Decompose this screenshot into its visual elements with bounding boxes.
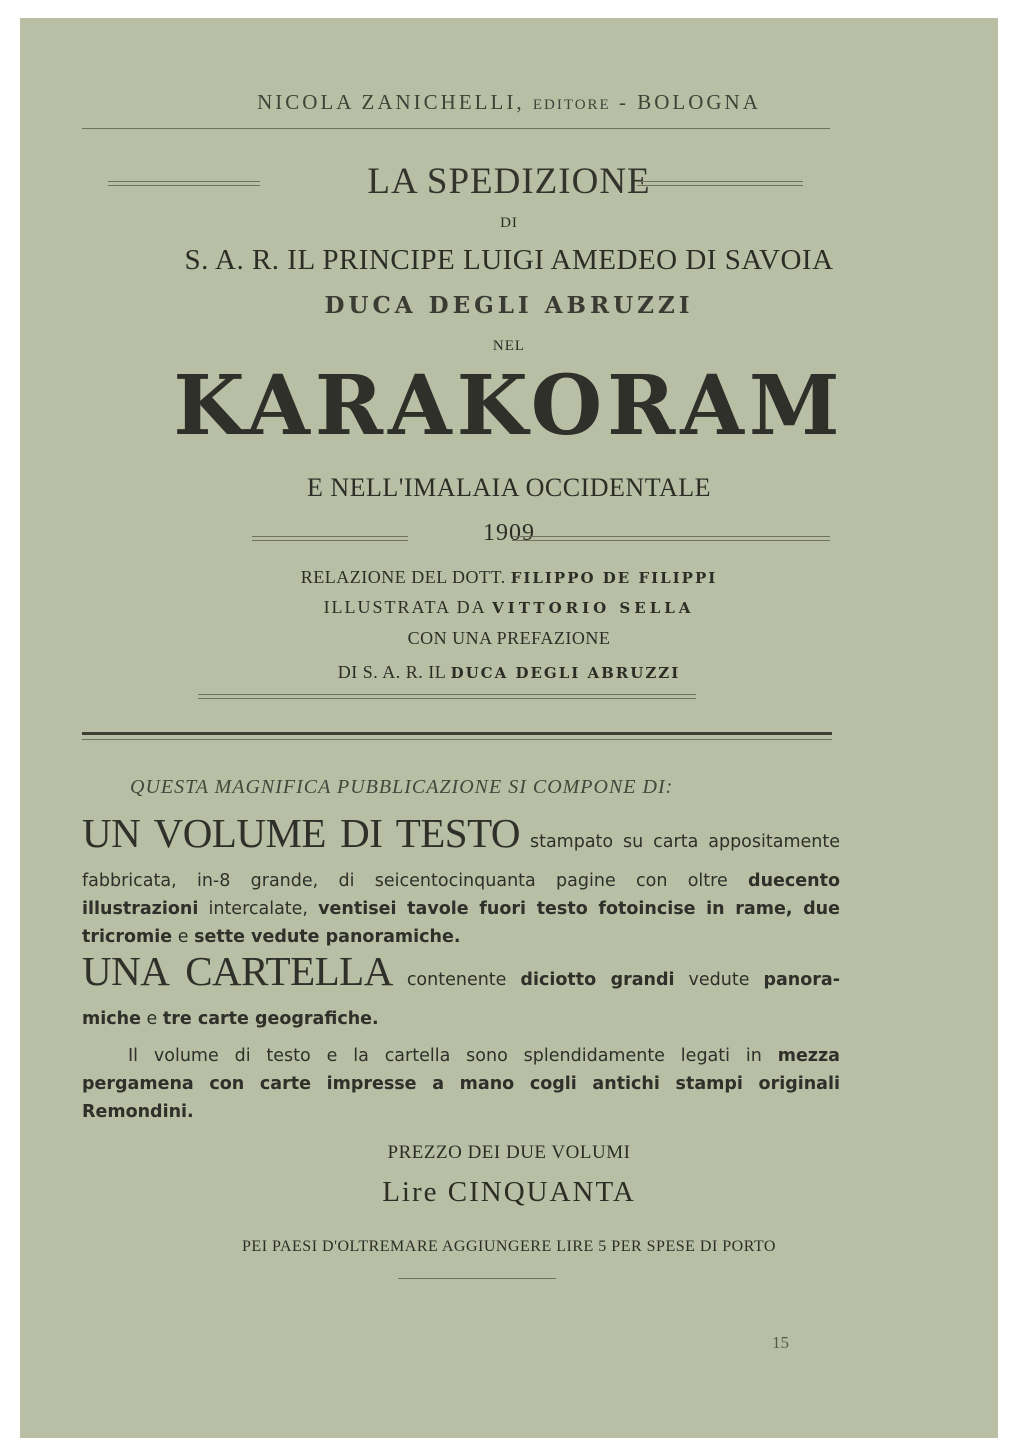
cartella-text-1-bold-b: panora- [763, 970, 840, 990]
intro-heading: QUESTA MAGNIFICA PUBBLICAZIONE SI COMPONE DI: [130, 776, 674, 798]
cartella-line-1 [82, 946, 840, 1005]
price-label: PREZZO DEI DUE VOLUMI [387, 1142, 631, 1163]
year-rule-right [512, 536, 830, 541]
section-divider-thin [82, 739, 832, 740]
publisher-line [20, 90, 998, 115]
binding-text-1: Il volume di testo e la cartella sono splendidamente legati in [128, 1046, 762, 1066]
volume-text-4-bold-a: tricromie [82, 927, 173, 947]
volume-text-4-bold-b: sette vedute panoramiche. [194, 927, 461, 947]
price-currency: Lire [382, 1176, 439, 1208]
credit-author-name: FILIPPO DE FILIPPI [510, 569, 718, 587]
binding-line-2: pergamena con carte impresse a mano cogli antichi stampi originali [82, 1074, 840, 1094]
publisher-name: NICOLA ZANICHELLI, [257, 90, 525, 114]
section-divider-thick [82, 732, 832, 735]
volume-line-1 [82, 808, 840, 867]
page-number: 15 [772, 1333, 789, 1352]
credit-preface-name: DUCA DEGLI ABRUZZI [450, 664, 681, 682]
credit-preface-by [20, 662, 998, 683]
prince-name: S. A. R. IL PRINCIPE LUIGI AMEDEO DI SAVOIA [184, 244, 834, 276]
imalaia-subtitle: E NELL'IMALAIA OCCIDENTALE [306, 473, 712, 502]
volume-text-3-bold-b: ventisei tavole fuori testo fotoincise in rame, due [318, 899, 840, 919]
shipping-note: PEI PAESI D'OLTREMARE AGGIUNGERE LIRE 5 PER SPESE DI PORTO [242, 1238, 776, 1255]
cartella-text-1-bold: diciotto grandi [520, 970, 675, 990]
binding-text-1-bold: mezza [777, 1046, 840, 1066]
duke-title: DUCA DEGLI ABRUZZI [324, 292, 694, 319]
credit-author [20, 567, 998, 588]
cartella-heading: UNA CARTELLA [82, 948, 393, 994]
title-di: DI [500, 215, 518, 231]
credit-illustrator-name: VITTORIO SELLA [492, 599, 695, 617]
closing-rule [398, 1278, 556, 1279]
price-amount [20, 1176, 998, 1209]
cartella-line-2 [82, 1005, 840, 1033]
volume-paragraph [82, 808, 840, 951]
credit-preface: CON UNA PREFAZIONE [407, 628, 611, 648]
price-value: CINQUANTA [447, 1176, 636, 1208]
volume-line-2 [82, 867, 840, 895]
publication-year: 1909 [483, 520, 535, 546]
volume-text-1: stampato su carta appositamente [529, 832, 840, 852]
credit-author-label: RELAZIONE DEL DOTT. [300, 567, 506, 587]
volume-text-4: e [177, 927, 189, 947]
credit-preface-label: DI S. A. R. IL [337, 662, 446, 682]
cartella-text-2-bold-a: miche [82, 1009, 141, 1029]
cartella-text-2-bold-b: tre carte geografiche. [162, 1009, 379, 1029]
publisher-editor: EDITORE [532, 97, 611, 113]
karakoram-heading: KARAKORAM [173, 358, 845, 454]
book-title: LA SPEDIZIONE [367, 161, 651, 202]
cartella-paragraph [82, 946, 840, 1033]
volume-text-3-bold-a: illustrazioni [82, 899, 199, 919]
advertisement-page [20, 18, 998, 1438]
volume-line-3 [82, 895, 840, 923]
binding-line-1 [82, 1042, 840, 1070]
volume-text-2: fabbricata, in-8 grande, di seicentocinquanta pagine con oltre [82, 871, 728, 891]
cartella-text-1b: vedute [688, 970, 750, 990]
binding-line-3: Remondini. [82, 1102, 194, 1122]
cartella-text-1: contenente [406, 970, 507, 990]
credit-illustrator-label: ILLUSTRATA DA [323, 597, 486, 617]
title-nel: NEL [492, 338, 526, 354]
cartella-text-2: e [146, 1009, 158, 1029]
divider [82, 128, 830, 129]
credits-rule [198, 694, 696, 699]
title-ornament-right [637, 181, 803, 186]
publisher-city: - BOLOGNA [618, 90, 761, 114]
credit-illustrator [20, 597, 998, 618]
volume-text-3: intercalate, [208, 899, 308, 919]
volume-heading: UN VOLUME DI TESTO [82, 810, 521, 856]
volume-text-2-bold: duecento [748, 871, 840, 891]
binding-paragraph [82, 1042, 840, 1126]
